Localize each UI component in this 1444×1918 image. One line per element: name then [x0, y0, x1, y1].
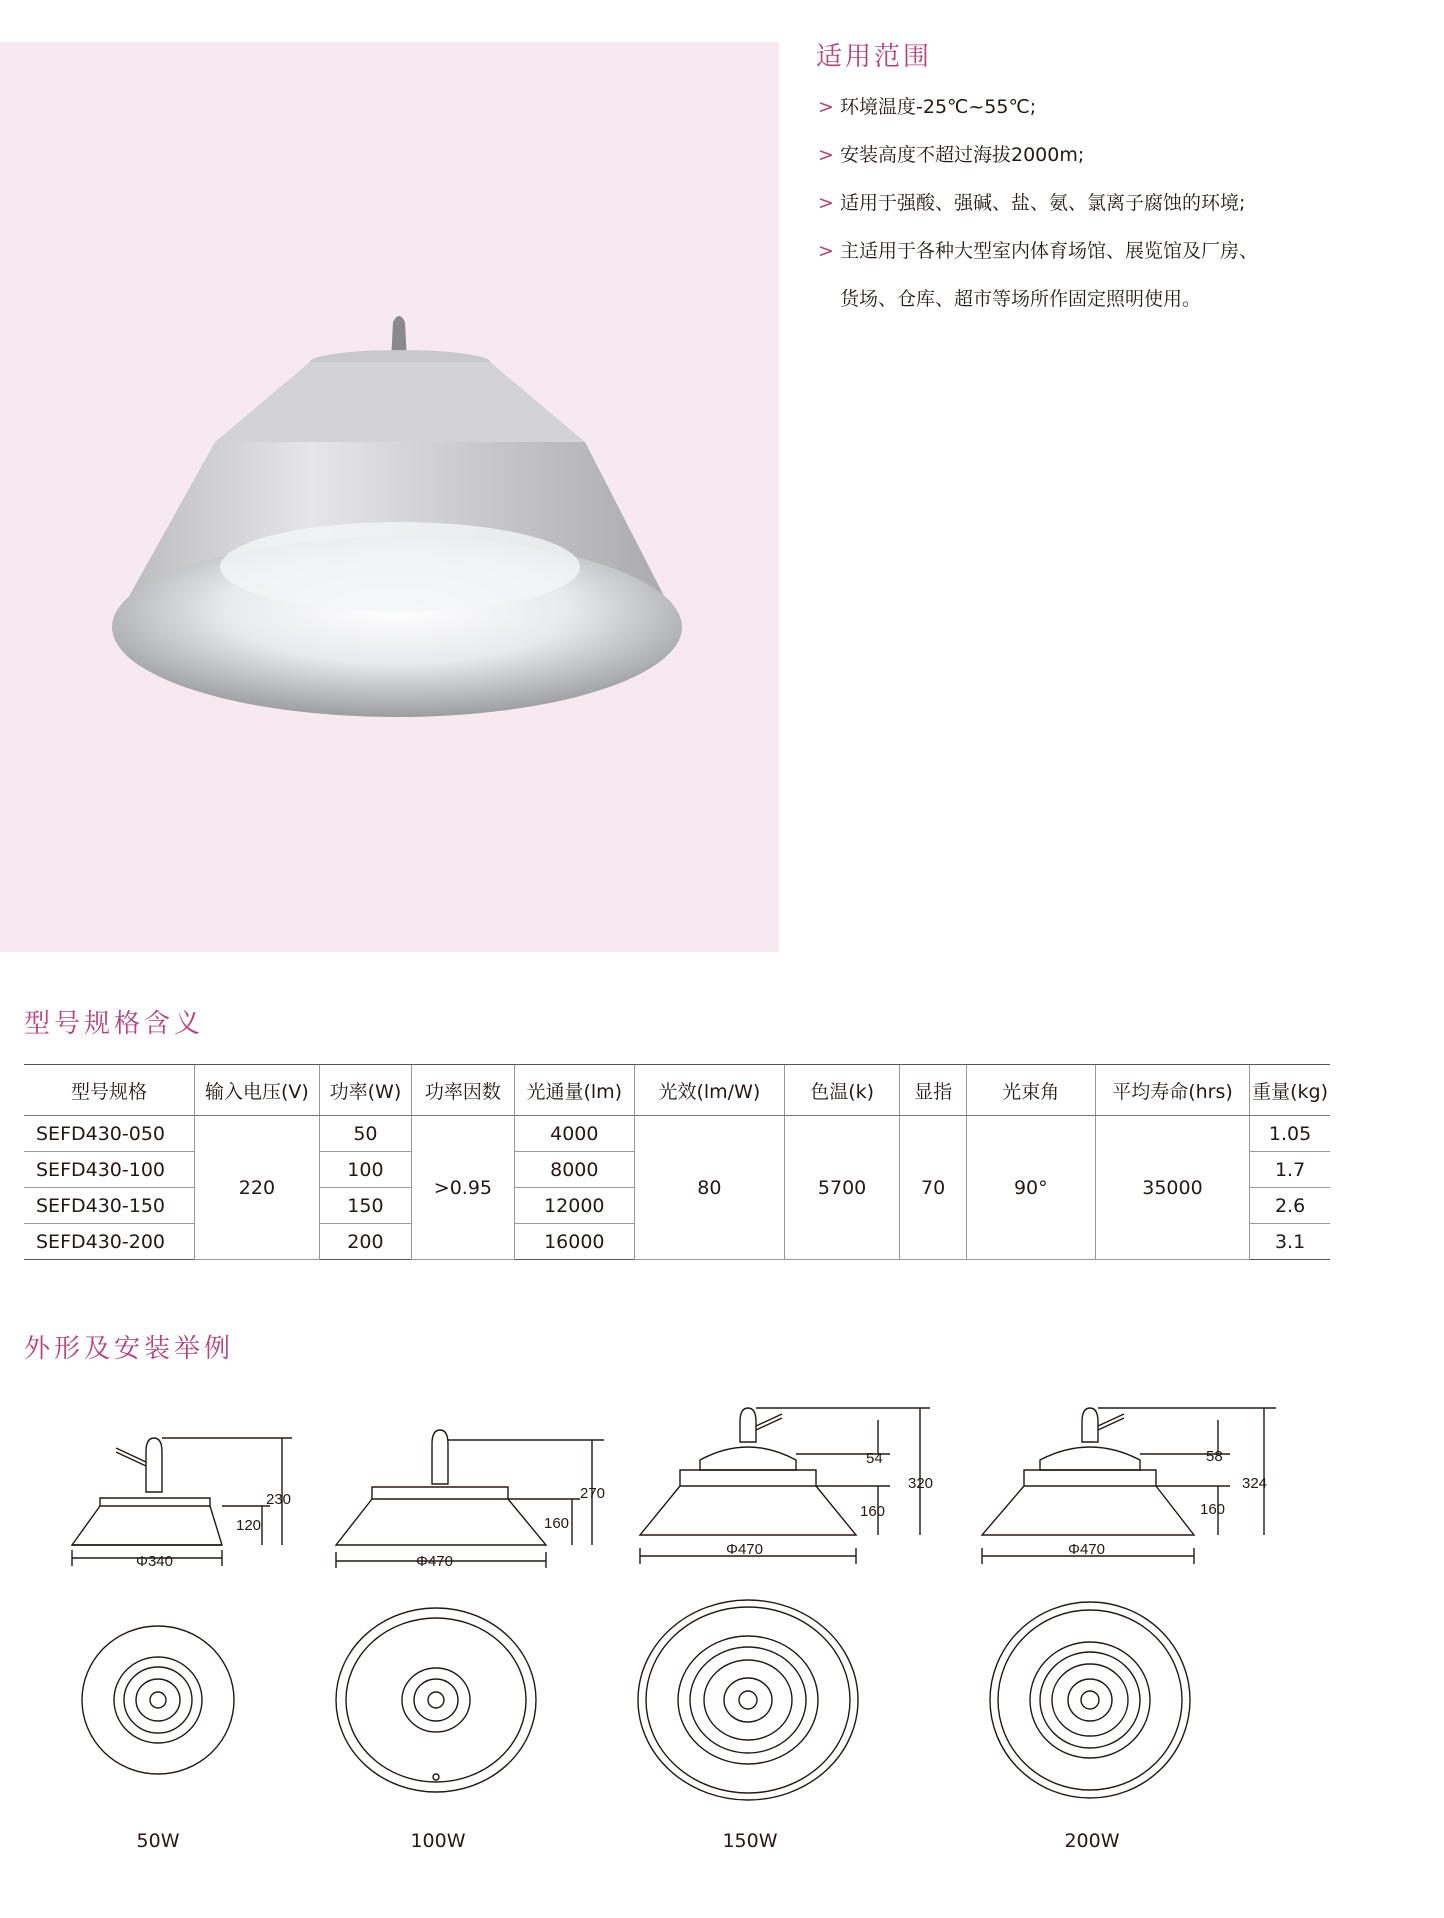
col-cct: 色温(k): [784, 1065, 900, 1116]
col-model: 型号规格: [24, 1065, 195, 1116]
diameter-label: Φ340: [136, 1553, 173, 1570]
bullet-marker: >: [818, 96, 834, 118]
weight-cell: 1.7: [1250, 1152, 1330, 1188]
top-view-50w: [82, 1626, 234, 1774]
body-height-label: 160: [860, 1503, 886, 1520]
side-view-50w: [72, 1438, 292, 1566]
top-view-100w: [336, 1608, 536, 1792]
efficacy-cell: 80: [635, 1116, 785, 1260]
list-item: > 适用于强酸、强碱、盐、氨、氯离子腐蚀的环境;: [818, 192, 1246, 214]
weight-cell: 2.6: [1250, 1188, 1330, 1224]
power-cell: 150: [319, 1188, 412, 1224]
product-photo: [0, 42, 779, 952]
col-lifetime: 平均寿命(hrs): [1095, 1065, 1249, 1116]
model-cell: SEFD430-200: [24, 1224, 195, 1260]
weight-cell: 3.1: [1250, 1224, 1330, 1260]
weight-cell: 1.05: [1250, 1116, 1330, 1152]
scope-section: [816, 36, 1416, 335]
side-view-100w: [336, 1430, 604, 1568]
diameter-label: Φ470: [1068, 1541, 1105, 1558]
wattage-label: 200W: [1064, 1830, 1120, 1852]
col-power: 功率(W): [319, 1065, 412, 1116]
beam-angle-cell: 90°: [966, 1116, 1095, 1260]
body-height-label: 160: [1200, 1501, 1226, 1518]
install-title: 外形及安装举例: [24, 1334, 235, 1364]
side-view-200w: [982, 1408, 1276, 1564]
power-cell: 200: [319, 1224, 412, 1260]
flux-cell: 4000: [514, 1116, 634, 1152]
flux-cell: 16000: [514, 1224, 634, 1260]
model-cell: SEFD430-150: [24, 1188, 195, 1224]
power-cell: 50: [319, 1116, 412, 1152]
col-flux: 光通量(lm): [514, 1065, 634, 1116]
bullet-marker: >: [818, 144, 834, 166]
height-label: 230: [266, 1491, 292, 1508]
top-view-200w: [990, 1602, 1190, 1798]
list-item: > 环境温度-25℃~55℃;: [818, 96, 1037, 118]
wattage-label: 50W: [136, 1830, 180, 1852]
height-label: 324: [1242, 1475, 1268, 1492]
scope-list: [816, 95, 1416, 311]
height-label: 320: [908, 1475, 934, 1492]
power-factor-cell: >0.95: [412, 1116, 514, 1260]
spec-table: [24, 1064, 1330, 1260]
top-view-150w: [638, 1600, 858, 1800]
cri-cell: 70: [900, 1116, 966, 1260]
diameter-label: Φ470: [726, 1541, 763, 1558]
bullet-marker: >: [818, 240, 834, 262]
col-weight: 重量(kg): [1250, 1065, 1330, 1116]
voltage-cell: 220: [195, 1116, 320, 1260]
body-height-label: 120: [236, 1517, 262, 1534]
top-height-label: 54: [866, 1450, 883, 1467]
table-row: [24, 1116, 1330, 1152]
flux-cell: 8000: [514, 1152, 634, 1188]
list-item: > 主适用于各种大型室内体育场馆、展览馆及厂房、 货场、仓库、超市等场所作固定照明使用。: [818, 240, 1259, 310]
scope-title: 适用范围: [816, 42, 933, 72]
body-height-label: 160: [544, 1515, 570, 1532]
model-cell: SEFD430-100: [24, 1152, 195, 1188]
table-header-row: [24, 1065, 1330, 1116]
diameter-label: Φ470: [416, 1553, 453, 1570]
col-power-factor: 功率因数: [412, 1065, 514, 1116]
spec-title: 型号规格含义: [24, 1009, 205, 1039]
height-label: 270: [580, 1485, 606, 1502]
flux-cell: 12000: [514, 1188, 634, 1224]
side-view-150w: [640, 1408, 930, 1564]
model-cell: SEFD430-050: [24, 1116, 195, 1152]
col-voltage: 输入电压(V): [195, 1065, 320, 1116]
cct-cell: 5700: [784, 1116, 900, 1260]
col-cri: 显指: [900, 1065, 966, 1116]
dimension-drawings: [0, 1390, 1444, 1830]
wattage-label: 100W: [410, 1830, 466, 1852]
lifetime-cell: 35000: [1095, 1116, 1249, 1260]
bullet-marker: >: [818, 192, 834, 214]
col-efficacy: 光效(lm/W): [635, 1065, 785, 1116]
list-item: > 安装高度不超过海拔2000m;: [818, 144, 1085, 166]
wattage-label: 150W: [722, 1830, 778, 1852]
col-beam-angle: 光束角: [966, 1065, 1095, 1116]
power-cell: 100: [319, 1152, 412, 1188]
high-bay-lamp-image: [0, 42, 779, 952]
top-height-label: 58: [1206, 1448, 1223, 1465]
